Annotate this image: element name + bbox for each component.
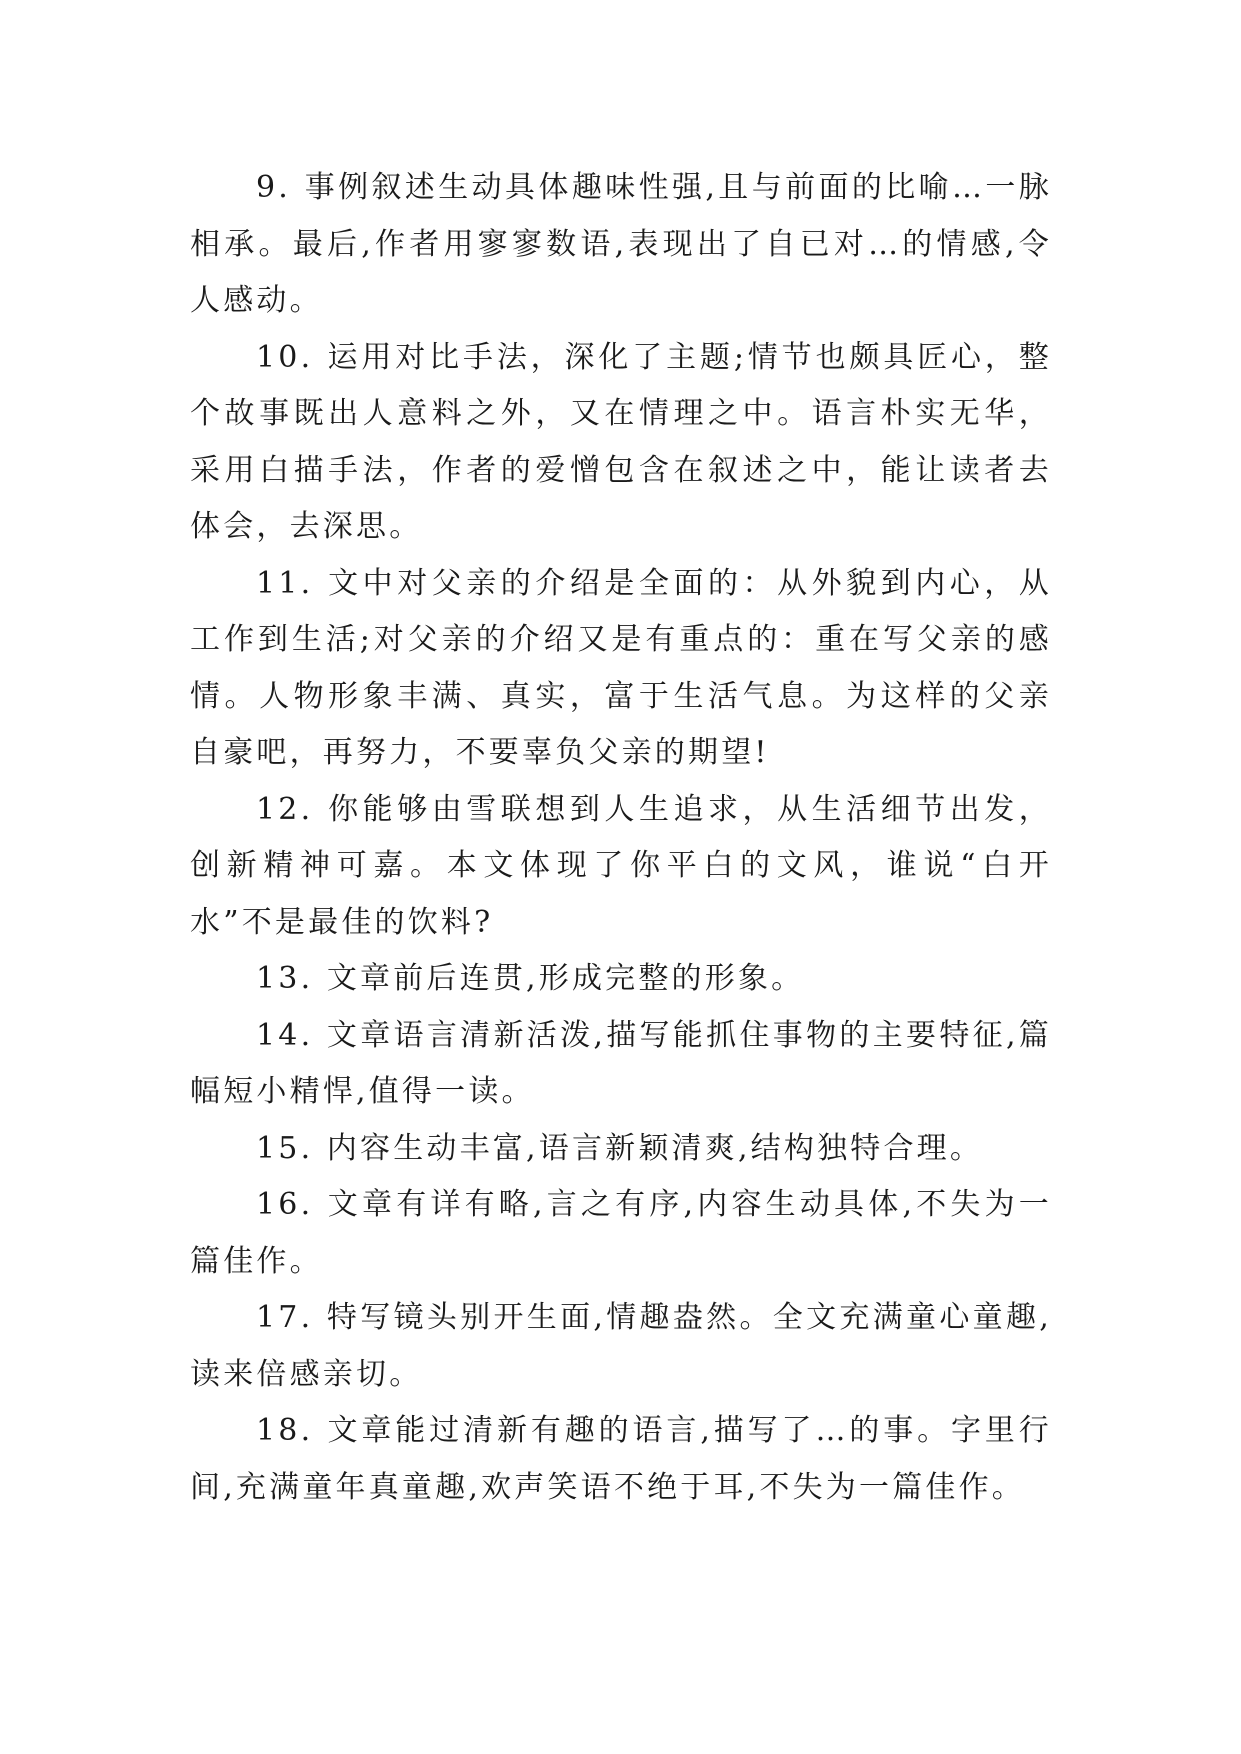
item-text: 文中对父亲的介绍是全面的：从外貌到内心，从工作到生活;对父亲的介绍又是有重点的：重在写父亲的感情。人物形象丰满、真实，富于生活气息。为这样的父亲自豪吧，再努力，不要辜负父亲的期望! [190, 565, 1052, 770]
comment-item-17 [190, 1290, 1052, 1403]
comment-item-13 [190, 951, 1052, 1008]
comment-item-14 [190, 1008, 1052, 1121]
item-text: 特写镜头别开生面,情趣盎然。全文充满童心童趣,读来倍感亲切。 [190, 1300, 1052, 1392]
item-text: 运用对比手法，深化了主题;情节也颇具匠心，整个故事既出人意料之外，又在情理之中。语言朴实无华，采用白描手法，作者的爱憎包含在叙述之中，能让读者去体会，去深思。 [190, 339, 1052, 544]
item-number: 9. [256, 170, 292, 205]
comment-item-10 [190, 330, 1052, 556]
comment-item-18 [190, 1403, 1052, 1516]
comment-item-16 [190, 1177, 1052, 1290]
document-body [190, 160, 1052, 1516]
item-text: 文章前后连贯,形成完整的形象。 [326, 961, 805, 996]
item-number: 17. [256, 1300, 314, 1335]
item-number: 11. [256, 565, 314, 601]
item-number: 16. [256, 1187, 314, 1222]
item-text: 事例叙述生动具体趣味性强,且与前面的比喻…一脉相承。最后,作者用寥寥数语,表现出了自已对…的情感,令人感动。 [190, 170, 1052, 318]
comment-item-9 [190, 160, 1052, 330]
comment-item-11 [190, 556, 1052, 782]
item-text: 文章语言清新活泼,描写能抓住事物的主要特征,篇幅短小精悍,值得一读。 [190, 1017, 1052, 1109]
comment-item-12 [190, 782, 1052, 952]
item-text: 文章有详有略,言之有序,内容生动具体,不失为一篇佳作。 [190, 1187, 1052, 1279]
item-text: 内容生动丰富,语言新颖清爽,结构独特合理。 [326, 1130, 984, 1166]
comment-item-15 [190, 1121, 1052, 1178]
item-number: 15. [256, 1130, 314, 1166]
item-number: 10. [256, 339, 314, 375]
item-text: 你能够由雪联想到人生追求，从生活细节出发，创新精神可嘉。本文体现了你平白的文风，谁说“白开水”不是最佳的饮料? [190, 791, 1052, 940]
item-number: 18. [256, 1413, 314, 1448]
item-number: 14. [256, 1017, 314, 1053]
item-number: 12. [256, 791, 314, 827]
item-number: 13. [256, 961, 314, 996]
item-text: 文章能过清新有趣的语言,描写了…的事。字里行间,充满童年真童趣,欢声笑语不绝于耳,不失为一篇佳作。 [190, 1413, 1052, 1505]
